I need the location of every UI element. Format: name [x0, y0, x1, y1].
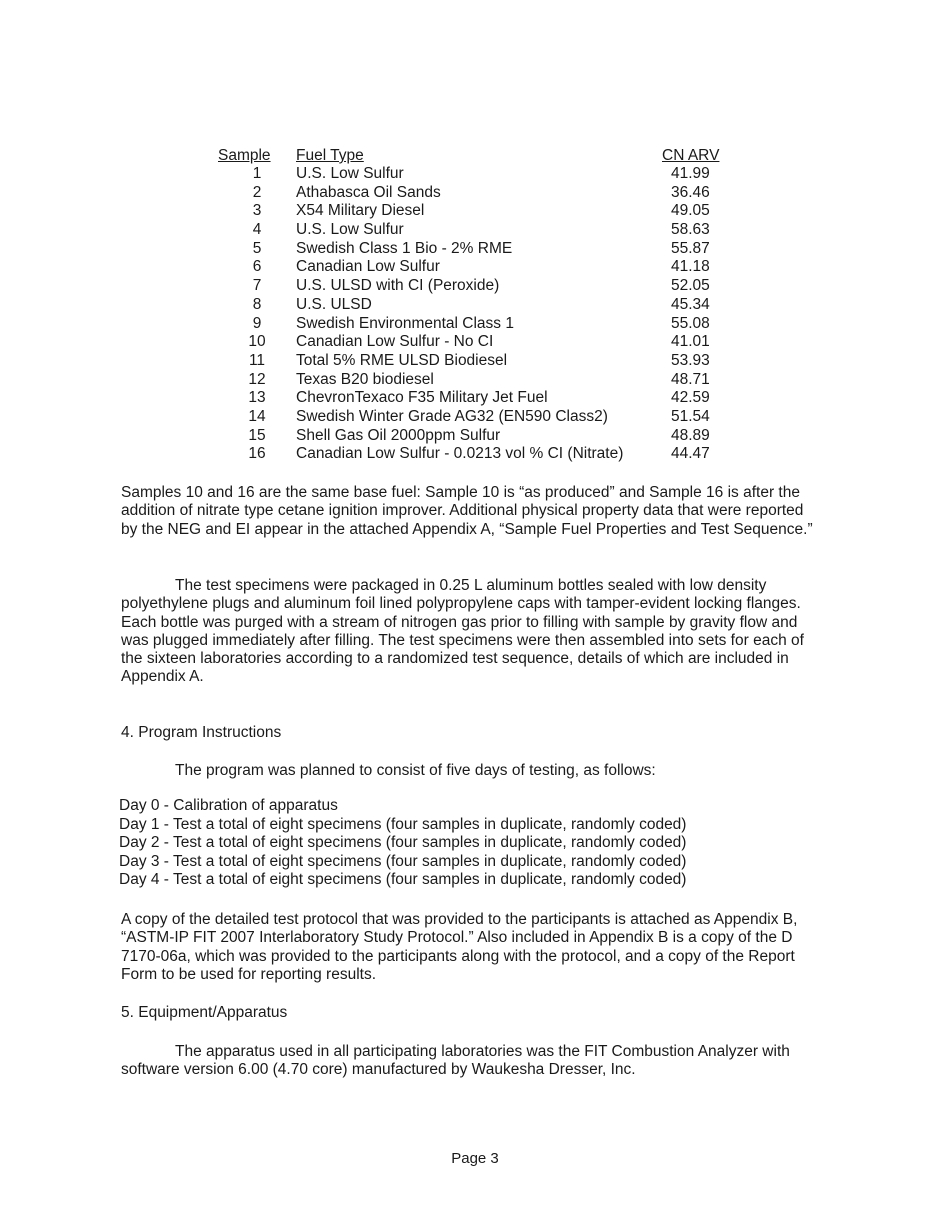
table-row — [218, 165, 758, 184]
table-row — [218, 221, 758, 240]
section-heading-program-instructions: 4. Program Instructions — [121, 724, 282, 741]
sample-number: 11 — [248, 351, 266, 369]
fuel-type: X54 Military Diesel — [296, 202, 425, 220]
fuel-type: Canadian Low Sulfur - No CI — [296, 333, 494, 351]
paragraph-base-fuel: Samples 10 and 16 are the same base fuel: Sample 10 is “as produced” and Sample 16 is after the addition of nitrate type cetane ignition improver. Additional physical property data that were reported by the NEG and EI appear in the attached Appendix A, “Sample Fuel Properties and Test Sequence.” — [121, 484, 813, 538]
fuel-type: Shell Gas Oil 2000ppm Sulfur — [296, 426, 501, 444]
list-item: Day 0 - Calibration of apparatus — [119, 797, 338, 814]
paragraph-program-plan: The program was planned to consist of five days of testing, as follows: — [175, 762, 656, 779]
table-header — [218, 147, 758, 165]
cn-arv: 52.05 — [671, 277, 710, 295]
table-row — [218, 240, 758, 259]
table-row — [218, 389, 758, 408]
table-row — [218, 258, 758, 277]
fuel-type: Swedish Class 1 Bio - 2% RME — [296, 239, 513, 257]
list-item: Day 2 - Test a total of eight specimens (four samples in duplicate, randomly coded) — [119, 834, 687, 852]
fuel-type: ChevronTexaco F35 Military Jet Fuel — [296, 389, 548, 407]
sample-number: 8 — [252, 295, 262, 313]
fuel-type: U.S. ULSD with CI (Peroxide) — [296, 277, 500, 295]
sample-number: 4 — [252, 221, 262, 239]
fuel-type: U.S. Low Sulfur — [296, 221, 404, 239]
cn-arv: 55.08 — [671, 314, 710, 332]
cn-arv: 53.93 — [671, 351, 710, 369]
sample-number: 6 — [252, 258, 262, 276]
cn-arv: 41.01 — [671, 333, 710, 351]
cn-arv: 58.63 — [671, 221, 710, 239]
fuel-type: Texas B20 biodiesel — [296, 370, 434, 388]
table-row — [218, 408, 758, 427]
sample-number: 10 — [248, 333, 266, 351]
sample-number: 9 — [252, 314, 262, 332]
table-row — [218, 445, 758, 464]
table-row — [218, 333, 758, 352]
cn-arv: 45.34 — [671, 295, 710, 313]
section-heading-equipment: 5. Equipment/Apparatus — [121, 1004, 288, 1021]
paragraph-test-protocol: A copy of the detailed test protocol that was provided to the participants is attached as Appendix B, “ASTM-IP FIT 2007 Interlaboratory Study Protocol.” Also included in Appendix B is a copy of the D 7170-06a, which was provided to the participants along with the protocol, and a copy of the Report Form to be used for reporting results. — [121, 911, 798, 983]
cn-arv: 36.46 — [671, 183, 710, 201]
table-row — [218, 277, 758, 296]
cn-arv: 41.99 — [671, 165, 710, 182]
table-row — [218, 427, 758, 446]
cn-arv: 55.87 — [671, 239, 710, 257]
cn-arv: 48.89 — [671, 426, 710, 444]
fuel-type: U.S. Low Sulfur — [296, 165, 404, 182]
sample-number: 7 — [252, 277, 262, 295]
sample-number: 5 — [252, 239, 262, 257]
cn-arv: 51.54 — [671, 407, 710, 425]
fuel-type: Swedish Winter Grade AG32 (EN590 Class2) — [296, 407, 608, 425]
cn-arv: 49.05 — [671, 202, 710, 220]
header-cn-arv: CN ARV — [662, 147, 720, 164]
cn-arv: 48.71 — [671, 370, 710, 388]
header-sample: Sample — [218, 147, 271, 164]
cn-arv: 44.47 — [671, 445, 710, 463]
fuel-type: Total 5% RME ULSD Biodiesel — [296, 351, 508, 369]
sample-number: 2 — [252, 183, 262, 201]
list-item: Day 3 - Test a total of eight specimens (four samples in duplicate, randomly coded) — [119, 852, 687, 870]
header-fuel-type: Fuel Type — [296, 147, 364, 164]
list-item: Day 1 - Test a total of eight specimens (four samples in duplicate, randomly coded) — [119, 815, 687, 833]
table-row — [218, 296, 758, 315]
paragraph-apparatus: The apparatus used in all participating laboratories was the FIT Combustion Analyzer with software version 6.00 (4.70 core) manufactured by Waukesha Dresser, Inc. — [121, 1043, 790, 1079]
table-row — [218, 315, 758, 334]
cn-arv: 42.59 — [671, 389, 710, 407]
fuel-type: Canadian Low Sulfur - 0.0213 vol % CI (Nitrate) — [296, 445, 624, 463]
table-row — [218, 202, 758, 221]
table-row — [218, 352, 758, 371]
sample-number: 15 — [248, 426, 266, 444]
sample-table — [218, 147, 758, 464]
sample-number: 3 — [252, 202, 262, 220]
table-row — [218, 371, 758, 390]
sample-number: 1 — [252, 165, 262, 182]
paragraph-test-specimens: The test specimens were packaged in 0.25 L aluminum bottles sealed with low density polyethylene plugs and aluminum foil lined polypropylene caps with tamper-evident locking flanges. Each bottle was purged with a stream of nitrogen gas prior to filling with sample by gravity flow and was plugged immediately after filling. The test specimens were then assembled into sets for each of the sixteen laboratories according to a randomized test sequence, details of which are included in Appendix A. — [121, 577, 804, 686]
fuel-type: Canadian Low Sulfur — [296, 258, 440, 276]
sample-number: 12 — [248, 370, 266, 388]
fuel-type: Athabasca Oil Sands — [296, 183, 441, 201]
table-row — [218, 184, 758, 203]
sample-number: 13 — [248, 389, 266, 407]
sample-number: 16 — [248, 445, 266, 463]
cn-arv: 41.18 — [671, 258, 710, 276]
fuel-type: Swedish Environmental Class 1 — [296, 314, 514, 332]
fuel-type: U.S. ULSD — [296, 295, 372, 313]
page-number: Page 3 — [451, 1150, 499, 1167]
sample-number: 14 — [248, 407, 266, 425]
day-schedule-list — [119, 797, 686, 890]
list-item: Day 4 - Test a total of eight specimens (four samples in duplicate, randomly coded) — [119, 871, 687, 889]
